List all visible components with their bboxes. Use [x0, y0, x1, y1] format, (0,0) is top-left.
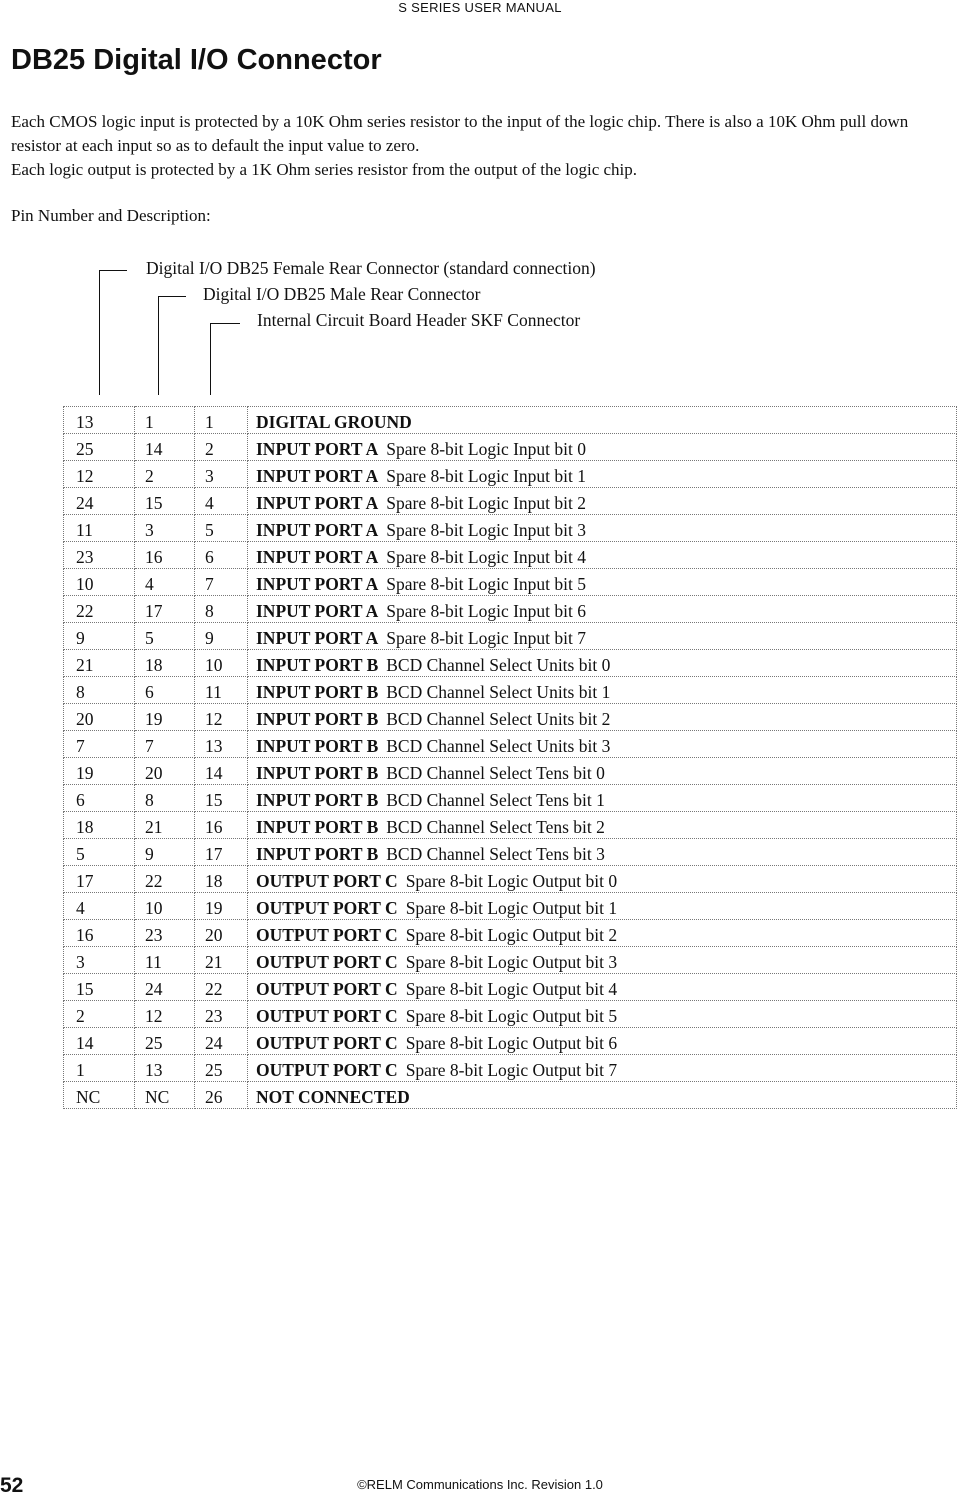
- female-pin-cell: 2: [64, 1001, 135, 1028]
- table-row: [64, 704, 957, 731]
- signal-description: BCD Channel Select Units bit 3: [386, 736, 611, 756]
- male-pin-cell: 22: [135, 866, 195, 893]
- female-pin-cell: 8: [64, 677, 135, 704]
- signal-description: Spare 8-bit Logic Input bit 6: [386, 601, 587, 621]
- female-pin-cell: 19: [64, 758, 135, 785]
- female-pin-cell: 5: [64, 839, 135, 866]
- legend-male-connector: Digital I/O DB25 Male Rear Connector: [203, 284, 481, 304]
- female-pin-cell: 9: [64, 623, 135, 650]
- male-pin-cell: 1: [135, 407, 195, 434]
- header-pin-cell: 24: [195, 1028, 248, 1055]
- female-pin-cell: 20: [64, 704, 135, 731]
- signal-description: BCD Channel Select Tens bit 3: [386, 844, 605, 864]
- header-pin-cell: 11: [195, 677, 248, 704]
- signal-description-cell: [248, 785, 957, 812]
- signal-description: Spare 8-bit Logic Output bit 0: [405, 871, 618, 891]
- male-pin-cell: 13: [135, 1055, 195, 1082]
- signal-name: OUTPUT PORT C: [256, 979, 398, 999]
- signal-description: Spare 8-bit Logic Output bit 7: [405, 1060, 618, 1080]
- signal-description-cell: [248, 677, 957, 704]
- female-pin-cell: 17: [64, 866, 135, 893]
- signal-description-cell: [248, 974, 957, 1001]
- male-pin-cell: 4: [135, 569, 195, 596]
- header-pin-cell: 6: [195, 542, 248, 569]
- header-pin-cell: 18: [195, 866, 248, 893]
- header-pin-cell: 4: [195, 488, 248, 515]
- female-pin-cell: 22: [64, 596, 135, 623]
- signal-description-cell: [248, 812, 957, 839]
- header-pin-cell: 19: [195, 893, 248, 920]
- header-pin-cell: 21: [195, 947, 248, 974]
- signal-description-cell: [248, 920, 957, 947]
- signal-description: BCD Channel Select Tens bit 2: [386, 817, 605, 837]
- signal-description-cell: [248, 1055, 957, 1082]
- signal-description: BCD Channel Select Units bit 1: [386, 682, 611, 702]
- header-pin-cell: 10: [195, 650, 248, 677]
- header-pin-cell: 7: [195, 569, 248, 596]
- signal-description-cell: [248, 596, 957, 623]
- female-pin-cell: 21: [64, 650, 135, 677]
- signal-name: INPUT PORT B: [256, 736, 379, 756]
- table-row: [64, 434, 957, 461]
- signal-description-cell: [248, 1001, 957, 1028]
- male-pin-cell: 15: [135, 488, 195, 515]
- male-pin-cell: 17: [135, 596, 195, 623]
- male-pin-cell: 8: [135, 785, 195, 812]
- signal-name: INPUT PORT A: [256, 493, 379, 513]
- female-pin-cell: 7: [64, 731, 135, 758]
- signal-name: INPUT PORT A: [256, 601, 379, 621]
- header-pin-cell: 25: [195, 1055, 248, 1082]
- male-pin-cell: 6: [135, 677, 195, 704]
- table-row: [64, 920, 957, 947]
- male-pin-cell: 21: [135, 812, 195, 839]
- signal-name: INPUT PORT B: [256, 709, 379, 729]
- signal-description: Spare 8-bit Logic Input bit 4: [386, 547, 587, 567]
- signal-name: INPUT PORT A: [256, 547, 379, 567]
- legend-bracket-female-horizontal: [99, 270, 127, 271]
- table-row: [64, 650, 957, 677]
- signal-description-cell: [248, 407, 957, 434]
- table-row: [64, 1001, 957, 1028]
- signal-description-cell: [248, 434, 957, 461]
- table-row: [64, 812, 957, 839]
- signal-name: OUTPUT PORT C: [256, 871, 398, 891]
- signal-description: Spare 8-bit Logic Input bit 5: [386, 574, 587, 594]
- header-pin-cell: 17: [195, 839, 248, 866]
- header-pin-cell: 14: [195, 758, 248, 785]
- signal-description: Spare 8-bit Logic Output bit 1: [405, 898, 618, 918]
- header-pin-cell: 23: [195, 1001, 248, 1028]
- footer-copyright: ©RELM Communications Inc. Revision 1.0: [357, 1477, 603, 1492]
- signal-name: OUTPUT PORT C: [256, 1060, 398, 1080]
- signal-description: BCD Channel Select Tens bit 0: [386, 763, 605, 783]
- signal-name: INPUT PORT B: [256, 844, 379, 864]
- signal-description: BCD Channel Select Tens bit 1: [386, 790, 605, 810]
- signal-description-cell: [248, 1082, 957, 1109]
- female-pin-cell: 4: [64, 893, 135, 920]
- table-row: [64, 542, 957, 569]
- legend-header-connector: Internal Circuit Board Header SKF Connector: [257, 310, 581, 330]
- header-pin-cell: 1: [195, 407, 248, 434]
- signal-name: INPUT PORT B: [256, 655, 379, 675]
- table-row: [64, 974, 957, 1001]
- page-number: 52: [0, 1474, 24, 1497]
- signal-description-cell: [248, 1028, 957, 1055]
- male-pin-cell: 7: [135, 731, 195, 758]
- header-pin-cell: 3: [195, 461, 248, 488]
- male-pin-cell: NC: [135, 1082, 195, 1109]
- legend-bracket-male-horizontal: [158, 296, 186, 297]
- header-pin-cell: 16: [195, 812, 248, 839]
- signal-description: Spare 8-bit Logic Output bit 5: [405, 1006, 618, 1026]
- signal-name: OUTPUT PORT C: [256, 898, 398, 918]
- signal-description-cell: [248, 623, 957, 650]
- female-pin-cell: 24: [64, 488, 135, 515]
- intro-paragraph-inputs: Each CMOS logic input is protected by a 10K Ohm series resistor to the input of the logic chip. There is also a 10K Ohm pull down resistor at each input so as to default the input value to zero.: [11, 112, 909, 155]
- signal-name: INPUT PORT A: [256, 520, 379, 540]
- signal-description-cell: [248, 893, 957, 920]
- male-pin-cell: 10: [135, 893, 195, 920]
- male-pin-cell: 2: [135, 461, 195, 488]
- signal-name: OUTPUT PORT C: [256, 1006, 398, 1026]
- signal-description: BCD Channel Select Units bit 2: [386, 709, 611, 729]
- table-row: [64, 461, 957, 488]
- header-pin-cell: 8: [195, 596, 248, 623]
- signal-name: INPUT PORT A: [256, 628, 379, 648]
- legend-bracket-header-horizontal: [210, 323, 240, 324]
- table-row: [64, 677, 957, 704]
- signal-name: OUTPUT PORT C: [256, 925, 398, 945]
- male-pin-cell: 9: [135, 839, 195, 866]
- signal-description: Spare 8-bit Logic Input bit 1: [386, 466, 587, 486]
- signal-description-cell: [248, 461, 957, 488]
- male-pin-cell: 5: [135, 623, 195, 650]
- male-pin-cell: 12: [135, 1001, 195, 1028]
- table-row: [64, 947, 957, 974]
- running-header: S SERIES USER MANUAL: [398, 0, 562, 15]
- pin-table: [63, 406, 957, 1109]
- header-pin-cell: 12: [195, 704, 248, 731]
- signal-name: INPUT PORT B: [256, 790, 379, 810]
- table-row: [64, 596, 957, 623]
- table-row: [64, 407, 957, 434]
- header-pin-cell: 2: [195, 434, 248, 461]
- female-pin-cell: 10: [64, 569, 135, 596]
- table-row: [64, 785, 957, 812]
- signal-description-cell: [248, 515, 957, 542]
- header-pin-cell: 22: [195, 974, 248, 1001]
- signal-description-cell: [248, 542, 957, 569]
- page-title: DB25 Digital I/O Connector: [11, 44, 382, 76]
- female-pin-cell: 18: [64, 812, 135, 839]
- signal-description-cell: [248, 569, 957, 596]
- signal-name: INPUT PORT A: [256, 466, 379, 486]
- female-pin-cell: 12: [64, 461, 135, 488]
- female-pin-cell: 3: [64, 947, 135, 974]
- signal-name: INPUT PORT B: [256, 763, 379, 783]
- signal-description-cell: [248, 758, 957, 785]
- pin-table-body: [64, 407, 957, 1109]
- female-pin-cell: 23: [64, 542, 135, 569]
- signal-description: Spare 8-bit Logic Input bit 0: [386, 439, 587, 459]
- table-row: [64, 569, 957, 596]
- male-pin-cell: 11: [135, 947, 195, 974]
- signal-name: OUTPUT PORT C: [256, 952, 398, 972]
- header-pin-cell: 9: [195, 623, 248, 650]
- legend-bracket-header-vertical: [210, 323, 211, 395]
- signal-description: Spare 8-bit Logic Output bit 2: [405, 925, 618, 945]
- male-pin-cell: 24: [135, 974, 195, 1001]
- table-row: [64, 839, 957, 866]
- signal-name: INPUT PORT A: [256, 439, 379, 459]
- legend-bracket-male-vertical: [158, 296, 159, 395]
- table-row: [64, 1082, 957, 1109]
- male-pin-cell: 16: [135, 542, 195, 569]
- signal-description: BCD Channel Select Units bit 0: [386, 655, 611, 675]
- male-pin-cell: 19: [135, 704, 195, 731]
- female-pin-cell: 6: [64, 785, 135, 812]
- signal-description: Spare 8-bit Logic Output bit 6: [405, 1033, 618, 1053]
- signal-name: INPUT PORT A: [256, 574, 379, 594]
- table-row: [64, 731, 957, 758]
- female-pin-cell: 15: [64, 974, 135, 1001]
- signal-description-cell: [248, 488, 957, 515]
- header-pin-cell: 26: [195, 1082, 248, 1109]
- table-row: [64, 758, 957, 785]
- male-pin-cell: 23: [135, 920, 195, 947]
- table-row: [64, 623, 957, 650]
- female-pin-cell: 14: [64, 1028, 135, 1055]
- signal-description: Spare 8-bit Logic Output bit 4: [405, 979, 618, 999]
- female-pin-cell: 11: [64, 515, 135, 542]
- signal-description-cell: [248, 704, 957, 731]
- male-pin-cell: 25: [135, 1028, 195, 1055]
- male-pin-cell: 14: [135, 434, 195, 461]
- female-pin-cell: 1: [64, 1055, 135, 1082]
- signal-description-cell: [248, 866, 957, 893]
- signal-description: Spare 8-bit Logic Input bit 2: [386, 493, 587, 513]
- signal-description-cell: [248, 650, 957, 677]
- header-pin-cell: 20: [195, 920, 248, 947]
- signal-name: INPUT PORT B: [256, 817, 379, 837]
- signal-description-cell: [248, 731, 957, 758]
- female-pin-cell: 25: [64, 434, 135, 461]
- header-pin-cell: 5: [195, 515, 248, 542]
- signal-description-cell: [248, 839, 957, 866]
- female-pin-cell: NC: [64, 1082, 135, 1109]
- male-pin-cell: 18: [135, 650, 195, 677]
- signal-name: NOT CONNECTED: [256, 1087, 410, 1107]
- signal-name: DIGITAL GROUND: [256, 412, 412, 432]
- signal-description: Spare 8-bit Logic Input bit 3: [386, 520, 587, 540]
- male-pin-cell: 3: [135, 515, 195, 542]
- intro-text: [11, 110, 911, 182]
- legend-female-connector: Digital I/O DB25 Female Rear Connector (standard connection): [146, 258, 596, 278]
- pin-description-label: Pin Number and Description:: [11, 206, 211, 225]
- table-row: [64, 515, 957, 542]
- table-row: [64, 1028, 957, 1055]
- signal-description-cell: [248, 947, 957, 974]
- table-row: [64, 893, 957, 920]
- intro-paragraph-outputs: Each logic output is protected by a 1K Ohm series resistor from the output of the logic chip.: [11, 160, 638, 179]
- legend-bracket-female-vertical: [99, 270, 100, 395]
- signal-name: INPUT PORT B: [256, 682, 379, 702]
- table-row: [64, 1055, 957, 1082]
- header-pin-cell: 13: [195, 731, 248, 758]
- female-pin-cell: 16: [64, 920, 135, 947]
- signal-description: Spare 8-bit Logic Input bit 7: [386, 628, 587, 648]
- female-pin-cell: 13: [64, 407, 135, 434]
- signal-description: Spare 8-bit Logic Output bit 3: [405, 952, 618, 972]
- header-pin-cell: 15: [195, 785, 248, 812]
- signal-name: OUTPUT PORT C: [256, 1033, 398, 1053]
- table-row: [64, 488, 957, 515]
- table-row: [64, 866, 957, 893]
- male-pin-cell: 20: [135, 758, 195, 785]
